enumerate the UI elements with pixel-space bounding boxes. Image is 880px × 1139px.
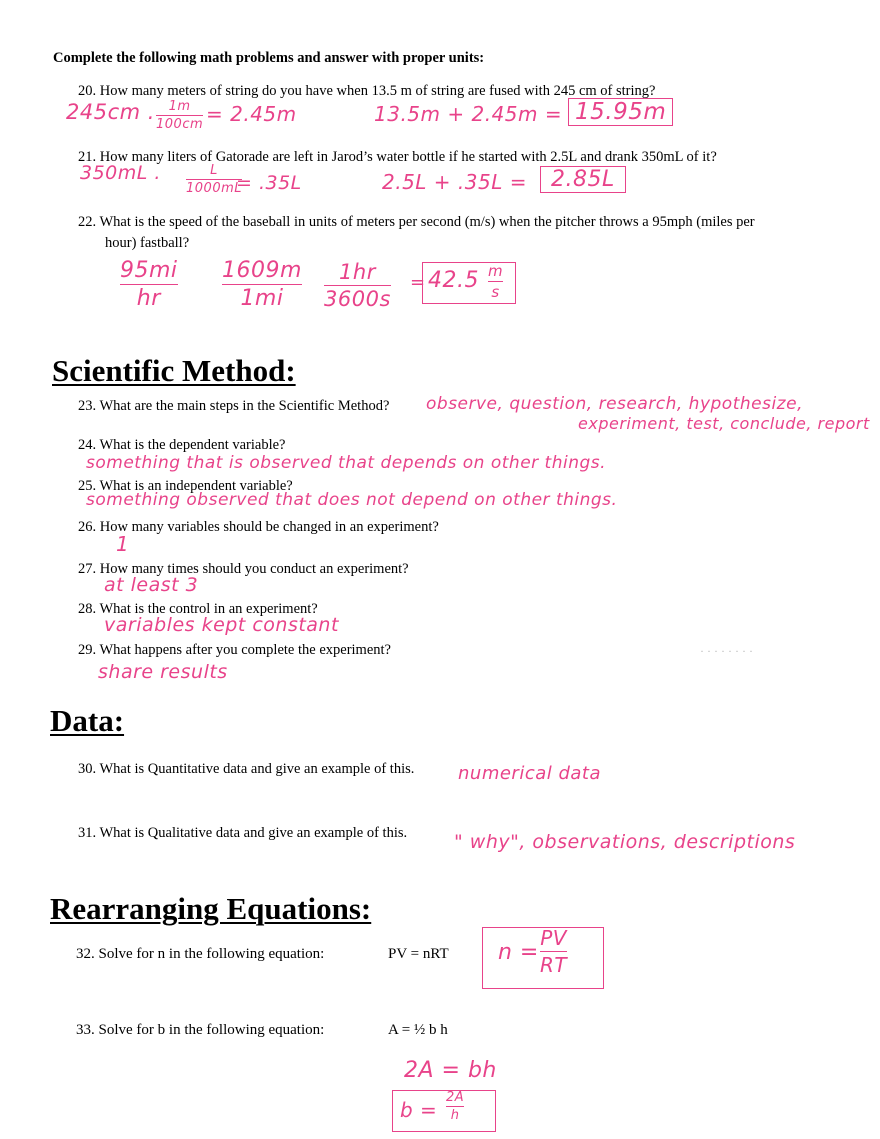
answer-31: " why", observations, descriptions <box>454 831 796 853</box>
section-rearranging-equations: Rearranging Equations: <box>50 891 372 926</box>
answer-23-line2: experiment, test, conclude, report <box>578 414 870 433</box>
answer-22-f1-bottom: hr <box>136 286 161 311</box>
answer-22-fraction-3 <box>324 260 391 311</box>
dotted-mark: · · · · · · · · <box>700 644 753 658</box>
answer-20-sum: 13.5m + 2.45m = <box>374 102 563 126</box>
answer-24: something that is observed that depends on other things. <box>86 453 607 473</box>
question-33-label: 33. Solve for b in the following equation: <box>76 1022 325 1038</box>
question-23: 23. What are the main steps in the Scientific Method? <box>78 398 390 414</box>
answer-20-start: 245cm . <box>66 100 155 124</box>
question-27: 27. How many times should you conduct an experiment? <box>78 561 409 577</box>
answer-25: something observed that does not depend on other things. <box>86 490 618 510</box>
answer-22-unit-top: m <box>488 262 504 280</box>
answer-21-frac-top: L <box>210 163 218 178</box>
answer-33-lhs: b = <box>400 1098 438 1122</box>
question-32-equation: PV = nRT <box>388 946 449 962</box>
question-26: 26. How many variables should be changed in an experiment? <box>78 519 439 535</box>
section-data: Data: <box>50 703 125 738</box>
answer-21-result: = .35L <box>236 172 302 194</box>
answer-21-frac-bottom: 1000mL <box>186 181 242 196</box>
answer-21-fraction <box>186 163 242 196</box>
answer-22-f3-bottom: 3600s <box>324 287 391 311</box>
question-20: 20. How many meters of string do you have when 13.5 m of string are fused with 245 cm of string? <box>78 83 656 99</box>
question-21: 21. How many liters of Gatorade are left in Jarod’s water bottle if he started with 2.5L and drank 350mL of it? <box>78 149 717 165</box>
question-33-equation: A = ½ b h <box>388 1022 448 1038</box>
answer-22-f2-bottom: 1mi <box>240 286 284 311</box>
answer-22-unit <box>488 262 503 301</box>
question-28: 28. What is the control in an experiment? <box>78 601 318 617</box>
answer-22-equals: = <box>410 272 426 293</box>
question-24: 24. What is the dependent variable? <box>78 437 286 453</box>
answer-22-fraction-1 <box>120 258 178 311</box>
answer-32-lhs: n = <box>498 940 539 965</box>
answer-20-fraction <box>156 99 203 132</box>
answer-20-result: = 2.45m <box>206 102 297 126</box>
answer-22-unit-bottom: s <box>491 283 500 301</box>
question-32-label: 32. Solve for n in the following equation: <box>76 946 325 962</box>
answer-20-boxed: 15.95m <box>568 98 673 126</box>
answer-20-frac-top: 1m <box>168 99 191 114</box>
answer-30: numerical data <box>458 763 602 784</box>
answer-21-boxed: 2.85L <box>540 166 626 193</box>
section-scientific-method: Scientific Method: <box>52 353 296 388</box>
answer-33-fraction <box>446 1090 464 1123</box>
answer-33-step: 2A = bh <box>404 1058 497 1083</box>
instructions: Complete the following math problems and answer with proper units: <box>53 50 485 66</box>
question-31: 31. What is Qualitative data and give an example of this. <box>78 825 408 841</box>
answer-22-value: 42.5 <box>428 268 479 293</box>
answer-22-f3-top: 1hr <box>339 260 376 284</box>
answer-21-start: 350mL . <box>80 162 161 184</box>
answer-20-frac-bottom: 100cm <box>156 117 204 132</box>
answer-32-bottom: RT <box>540 953 568 977</box>
answer-28: variables kept constant <box>104 614 339 636</box>
question-25: 25. What is an independent variable? <box>78 478 293 494</box>
answer-29: share results <box>98 661 228 683</box>
question-30: 30. What is Quantitative data and give an example of this. <box>78 761 415 777</box>
answer-21-sum: 2.5L + .35L = <box>382 170 527 194</box>
answer-33-bottom: h <box>450 1108 460 1123</box>
question-22-line2: hour) fastball? <box>105 235 190 251</box>
answer-22-f2-top: 1609m <box>222 258 302 283</box>
answer-23-line1: observe, question, research, hypothesize, <box>426 394 803 414</box>
answer-22-fraction-2 <box>222 258 302 311</box>
answer-32-top: PV <box>540 926 567 950</box>
question-22-line1: 22. What is the speed of the baseball in units of meters per second (m/s) when the pitcher throws a 95mph (miles per <box>78 214 755 230</box>
answer-26: 1 <box>116 532 130 556</box>
answer-22-f1-top: 95mi <box>120 258 178 283</box>
answer-33-top: 2A <box>446 1090 465 1105</box>
question-29: 29. What happens after you complete the experiment? <box>78 642 391 658</box>
answer-32-fraction <box>540 926 567 977</box>
answer-27: at least 3 <box>104 574 199 596</box>
